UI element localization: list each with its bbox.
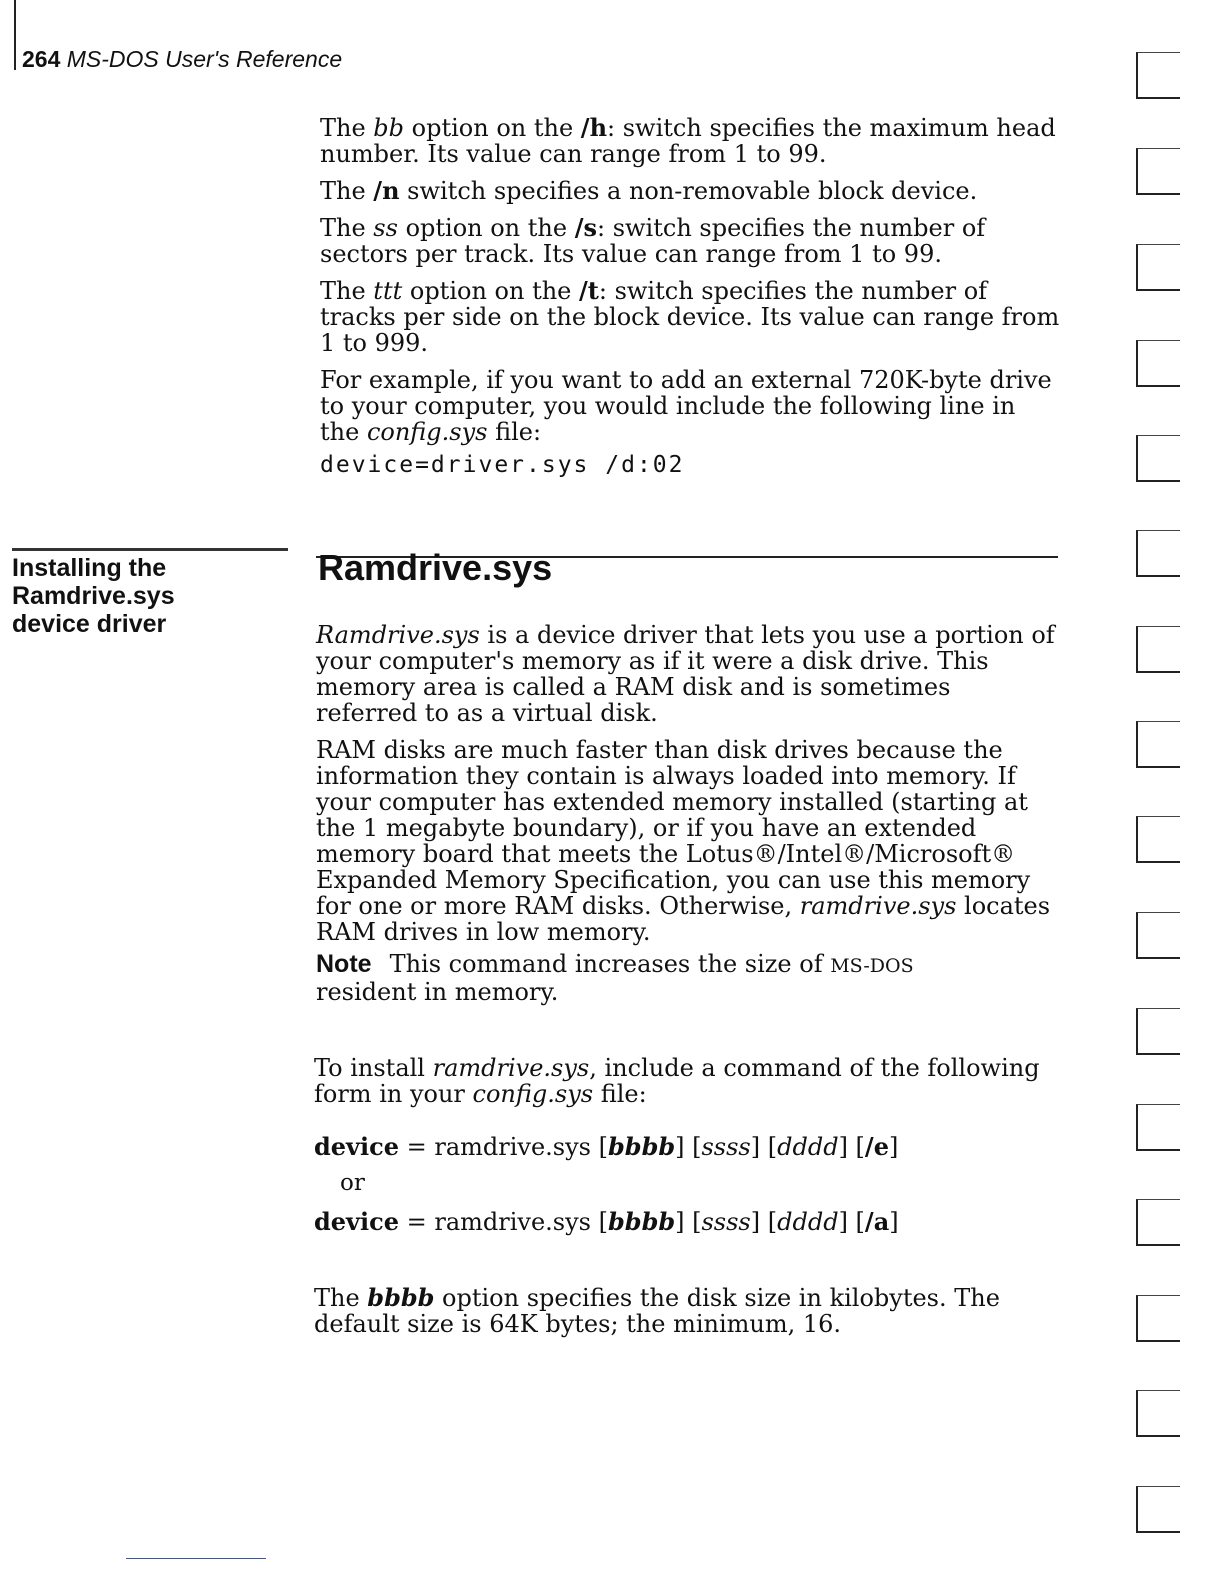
- bbbb-description: [314, 1285, 1054, 1348]
- page-number: 264: [22, 46, 61, 72]
- paragraph-intro: Ramdrive.sys is a device driver that lets you use a portion of your computer's memory as if it were a disk drive. This memory area is called a RAM disk and is sometimes referred to as a virtual disk.: [316, 621, 1055, 727]
- code-example: device=driver.sys /d:02: [320, 452, 685, 478]
- sidebar-heading: Installing the Ramdrive.sys device driver: [12, 554, 175, 638]
- paragraph-t-switch: The ttt option on the /t: switch specifies the number of tracks per side on the block device. Its value can range from 1 to 999.: [320, 276, 1060, 357]
- section-title: Ramdrive.sys: [318, 547, 553, 588]
- syntax-or: or: [340, 1170, 365, 1196]
- paragraph-s-switch: The ss option on the /s: switch specifies the number of sectors per track. Its value can range from 1 to 99.: [320, 213, 986, 268]
- paragraph-bbbb: The bbbb option specifies the disk size in kilobytes. The default size is 64K bytes; the minimum, 16.: [314, 1283, 1000, 1338]
- paragraph-h-switch: The bb option on the /h: switch specifies the maximum head number. Its value can range from 1 to 99.: [320, 113, 1056, 168]
- binder-tab-mark: [1136, 626, 1180, 673]
- binder-tab-mark: [1136, 1295, 1180, 1342]
- binder-tab-mark: [1136, 1008, 1180, 1055]
- ramdrive-description: [316, 622, 1056, 956]
- binder-tab-mark: [1136, 52, 1180, 99]
- sidebar-rule: [12, 548, 288, 551]
- note: Note This command increases the size of MS-DOS resident in memory.: [316, 950, 914, 1006]
- binder-tab-mark: [1136, 721, 1180, 768]
- note-label: Note: [316, 950, 372, 978]
- binder-tab-mark: [1136, 912, 1180, 959]
- top-margin-rule: [14, 0, 16, 70]
- binder-tab-mark: [1136, 435, 1180, 482]
- paragraph-ram-disks: RAM disks are much faster than disk drives because the information they contain is always loaded into memory. If your computer has extended memory installed (starting at the 1 megabyte boundary), or if you have an extended memory board that meets the Lotus®/Intel®/Microsoft® Expanded Memory Specification, you can use this memory for one or more RAM disks. Otherwise, ramdrive.sys locates RAM drives in low memory.: [316, 736, 1051, 946]
- binder-tab-mark: [1136, 244, 1180, 291]
- book-title: MS-DOS User's Reference: [66, 46, 343, 72]
- syntax-line-extended: device = ramdrive.sys [bbbb] [ssss] [dddd] [/e]: [314, 1132, 899, 1161]
- binder-tab-mark: [1136, 1199, 1180, 1246]
- binder-tab-mark: [1136, 816, 1180, 863]
- binder-tab-mark: [1136, 1390, 1180, 1437]
- binder-tab-mark: [1136, 340, 1180, 387]
- binder-tab-mark: [1136, 1104, 1180, 1151]
- switch-descriptions: [320, 115, 1060, 456]
- binder-tab-mark: [1136, 530, 1180, 577]
- binder-tab-mark: [1136, 1486, 1180, 1533]
- binder-tab-mark: [1136, 148, 1180, 195]
- scan-artifact-line: [126, 1558, 266, 1559]
- install-instructions: [314, 1055, 1054, 1118]
- paragraph-example: For example, if you want to add an external 720K-byte drive to your computer, you would include the following line in the config.sys file:: [320, 366, 1052, 446]
- paragraph-n-switch: The /n switch specifies a non-removable block device.: [320, 176, 978, 205]
- syntax-line-expanded: device = ramdrive.sys [bbbb] [ssss] [dddd] [/a]: [314, 1207, 899, 1236]
- running-head: [22, 46, 342, 73]
- paragraph-install: To install ramdrive.sys, include a command of the following form in your config.sys file:: [314, 1054, 1040, 1108]
